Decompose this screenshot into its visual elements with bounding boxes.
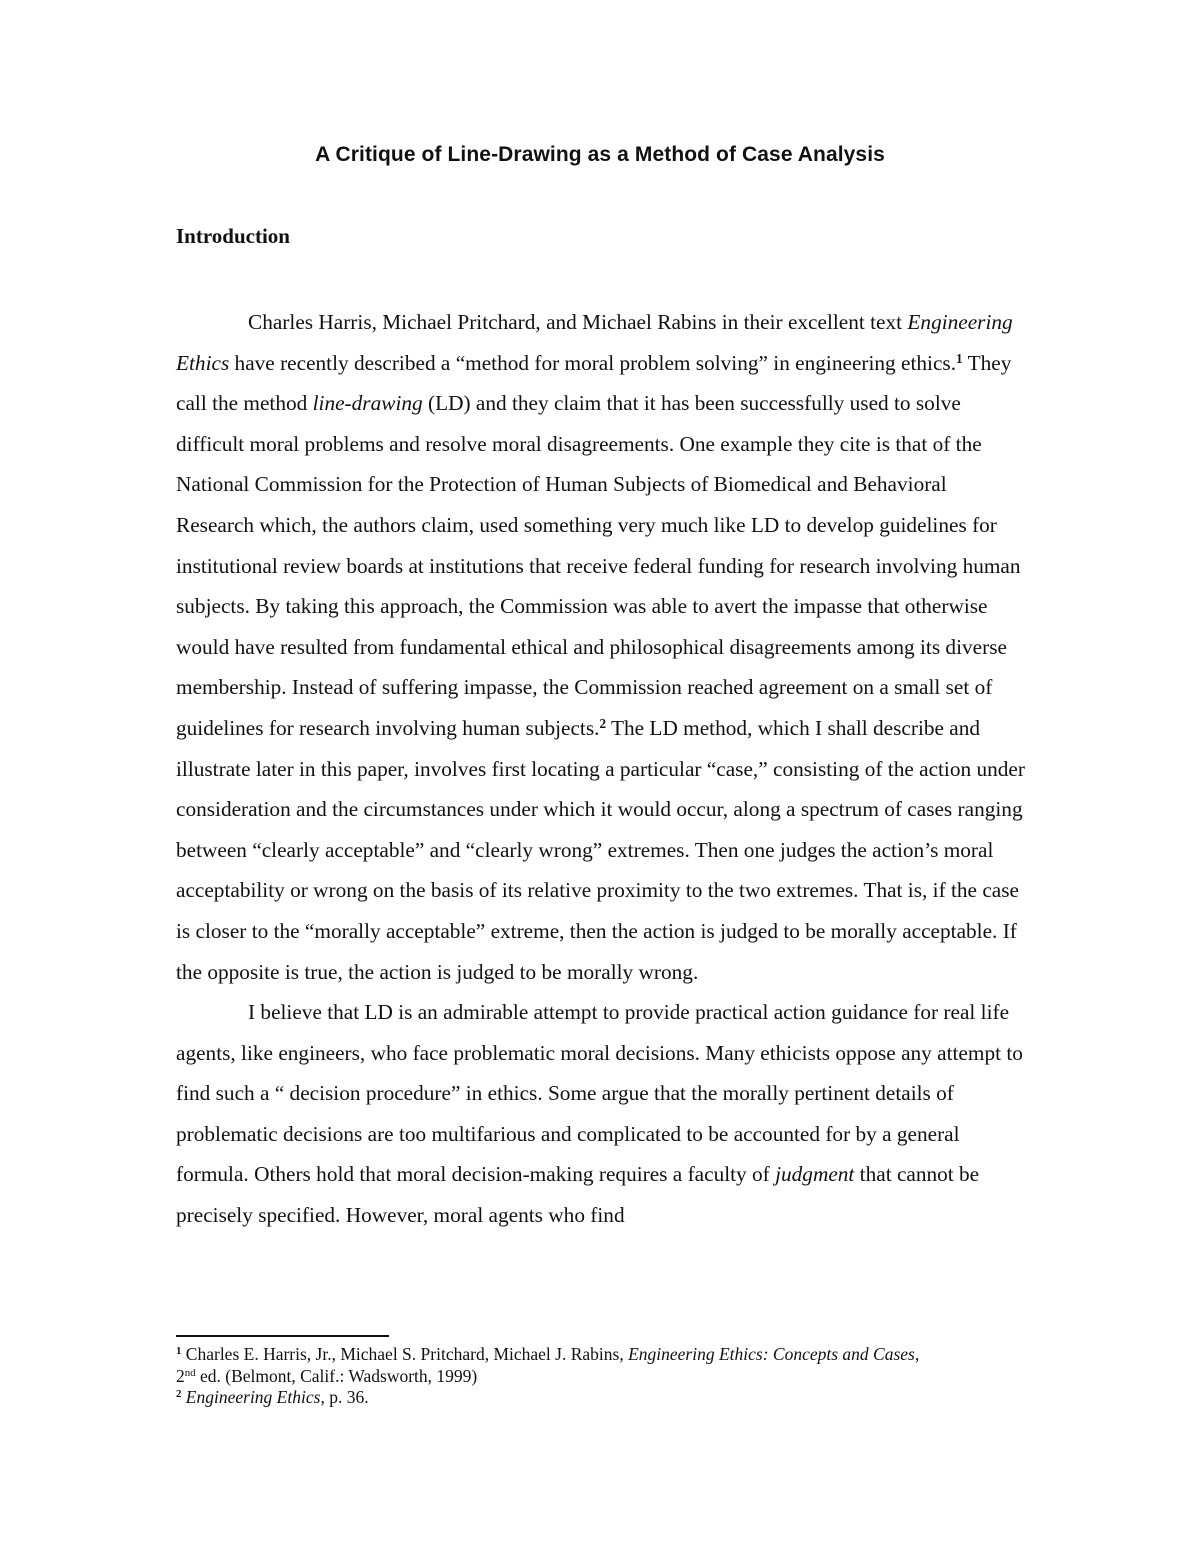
judgment-italic: judgment (775, 1162, 855, 1187)
paragraph-2-text-a: I believe that LD is an admirable attempt to provide practical action guidance for real life agents, like engineers, who face problematic moral decisions. Many ethicists oppose any attempt to find such a “ decision procedure” in ethics. Some argue that the morally pertinent details of problematic decisions are too multifarious and complicated to be accounted for by a general formula. Others hold that moral decision-making requires a faculty of (176, 1000, 1023, 1187)
footnote-ref-2: 2 (599, 715, 607, 731)
body-text (176, 302, 1028, 1236)
paragraph-1-text-d: (LD) and they claim that it has been successfully used to solve difficult moral problems and resolve moral disagreements. One example they cite is that of the National Commission for the Protection of Human Subjects of Biomedical and Behavioral Research which, the authors claim, used something very much like LD to develop guidelines for institutional review boards at institutions that receive federal funding for research involving human subjects. By taking this approach, the Commission was able to avert the impasse that otherwise would have resulted from fundamental ethical and philosophical disagreements among its diverse membership. Instead of suffering impasse, the Commission reached agreement on a small set of guidelines for research involving human subjects. (176, 391, 1021, 740)
paragraph-1 (176, 302, 1028, 992)
paragraph-2 (176, 992, 1028, 1236)
section-heading-introduction: Introduction (176, 224, 290, 248)
footnote-separator (176, 1335, 389, 1337)
term-italic: line-drawing (312, 391, 423, 416)
paragraph-1-text-a: Charles Harris, Michael Pritchard, and Michael Rabins in their excellent text (248, 310, 908, 334)
footnotes (176, 1344, 1028, 1409)
paragraph-1-text-e: The LD method, which I shall describe and illustrate later in this paper, involves first locating a particular “case,” consisting of the action under consideration and the circumstances under which it would occur, along a spectrum of cases ranging between “clearly acceptable” and “clearly wrong” extremes. Then one judges the action’s moral acceptability or wrong on the basis of its relative proximity to the two extremes. That is, if the case is closer to the “morally acceptable” extreme, then the action is judged to be morally acceptable. If the opposite is true, the action is judged to be morally wrong. (176, 715, 1025, 984)
footnote-1-edition-sup: nd (184, 1366, 196, 1379)
page-title: A Critique of Line-Drawing as a Method of Case Analysis (315, 143, 885, 166)
paragraph-1-text-c: They call the method (176, 350, 1012, 416)
footnote-2-text-b: , p. 36. (320, 1387, 369, 1407)
book-title-italic: Engineering Ethics (176, 310, 1013, 375)
footnote-1-text-a: Charles E. Harris, Jr., Michael S. Pritchard, Michael J. Rabins, (181, 1344, 629, 1364)
footnote-ref-1: 1 (956, 350, 963, 366)
footnote-1 (176, 1344, 1028, 1387)
footnote-1-edition-num: 2 (176, 1365, 185, 1386)
footnote-2 (176, 1387, 1028, 1409)
footnote-1-italic: Engineering Ethics: Concepts and Cases (628, 1344, 915, 1364)
footnote-2-mark: 2 (176, 1388, 182, 1401)
footnote-1-text-b: , (914, 1344, 920, 1364)
paragraph-1-text-b: have recently described a “method for moral problem solving” in engineering ethics. (229, 350, 957, 375)
footnote-1-mark: 1 (176, 1345, 182, 1358)
footnote-2-italic: Engineering Ethics (185, 1387, 321, 1407)
paragraph-2-text-b: that cannot be precisely specified. However, moral agents who find (176, 1162, 980, 1228)
footnote-1-text-c: ed. (Belmont, Calif.: Wadsworth, 1999) (195, 1365, 478, 1386)
